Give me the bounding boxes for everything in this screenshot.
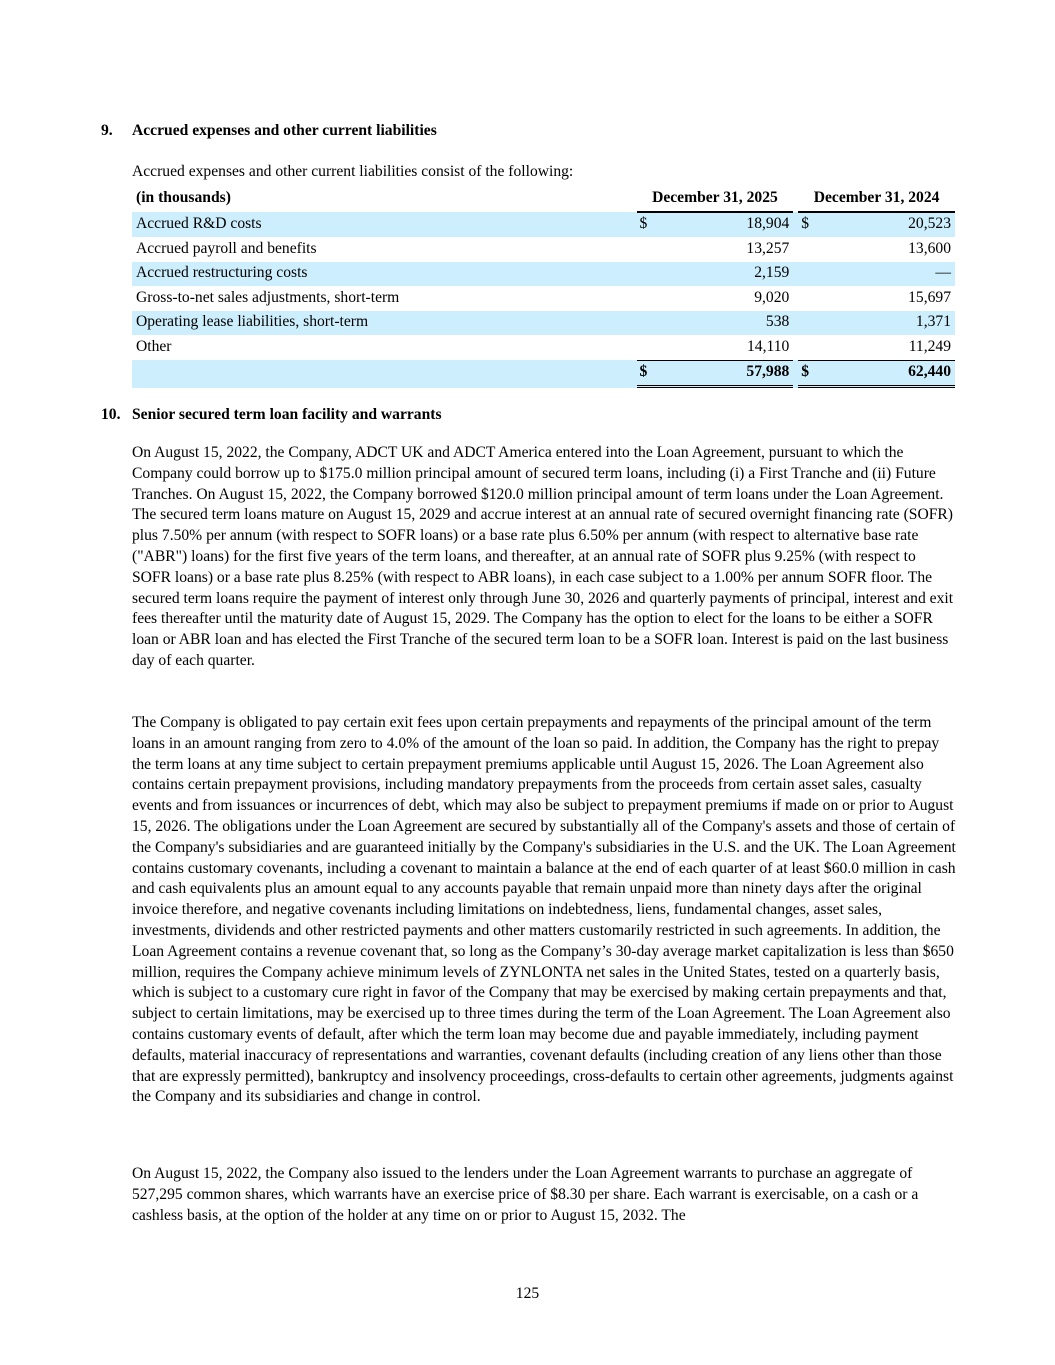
value-2024: 11,249: [908, 337, 951, 355]
row-label: Gross-to-net sales adjustments, short-term: [136, 288, 400, 306]
value-2024: 1,371: [817, 311, 955, 336]
page-number: 125: [515, 1285, 540, 1302]
value-2024: 13,600: [908, 239, 951, 257]
row-label: Operating lease liabilities, short-term: [132, 311, 632, 336]
section-title: Senior secured term loan facility and warrants: [132, 406, 442, 423]
table-row: [132, 286, 955, 311]
header-label: (in thousands): [136, 189, 231, 207]
currency-symbol: $: [798, 212, 817, 238]
currency-symbol: [798, 335, 817, 360]
table-row: [132, 262, 955, 287]
currency-symbol: $: [798, 360, 817, 389]
paragraph-exit-fees-covenants: The Company is obligated to pay certain exit fees upon certain prepayments and repayments of the principal amount of the term loans in an amount ranging from zero to 4.0% of the amount of the loan so paid. In addition, the Company has the right to prepay the term loans at any time subject to certain prepayment premiums applicable until August 15, 2026. The Loan Agreement also contains certain prepayment provisions, including mandatory prepayments from the proceeds from certain asset sales, casualty events and from issuances or incurrences of debt, which may also be subject to prepayment premiums if made on or prior to August 15, 2026. The obligations under the Loan Agreement are secured by substantially all of the Company's assets and those of certain of the Company's subsidiaries and are guaranteed initially by the Company's subsidiaries in the U.S. and the UK. The Loan Agreement contains customary covenants, including a covenant to maintain a balance at the end of each quarter of at least $60.0 million in cash and cash equivalents plus an amount equal to any accounts payable that remain unpaid more than ninety days after the original invoice therefore, and negative covenants including limitations on indebtedness, liens, fundamental changes, asset sales, investments, dividends and other restricted payments and other matters customarily restricted in such agreements. In addition, the Loan Agreement contains a revenue covenant that, so long as the Company’s 30-day average market capitalization is less than $650 million, requires the Company achieve minimum levels of ZYNLONTA net sales in the United States, tested on a quarterly basis, which is subject to a customary cure right in favor of the Company that may be exercised by making certain prepayments and that, subject to certain limitations, may be exercised up to three times during the term of the Loan Agreement. The Loan Agreement also contains customary events of default, after which the term loan may become due and payable immediately, including payment defaults, material inaccuracy of representations and warranties, covenant defaults (including creation of any liens other than those that are expressly permitted), bankruptcy and insolvency proceedings, cross-defaults to certain other agreements, judgments against the Company and its subsidiaries and change in control.: [132, 714, 956, 1106]
currency-symbol: [637, 262, 656, 287]
total-2025: 57,988: [655, 360, 793, 389]
section-9-heading: [101, 121, 437, 142]
row-label: Other: [136, 337, 172, 355]
section-10-heading: [101, 405, 442, 426]
row-label: Accrued restructuring costs: [132, 262, 632, 287]
value-2024: 20,523: [817, 212, 955, 238]
header-col-2024: December 31, 2024: [798, 186, 955, 212]
currency-symbol: [637, 311, 656, 336]
value-2025: 2,159: [655, 262, 793, 287]
header-col-2025: December 31, 2025: [637, 186, 794, 212]
value-2024: —: [817, 262, 955, 287]
table-row: [132, 311, 955, 336]
value-2025: 14,110: [747, 337, 790, 355]
currency-symbol: [798, 286, 817, 311]
row-label: Accrued R&D costs: [132, 212, 632, 238]
table-row: [132, 335, 955, 360]
table-header-row: [132, 186, 955, 212]
total-row: [132, 360, 955, 389]
section-title: Accrued expenses and other current liabilities: [132, 122, 437, 139]
total-2024: 62,440: [817, 360, 955, 389]
currency-symbol: [637, 286, 656, 311]
accrued-expenses-table: [132, 186, 955, 388]
value-2025: 18,904: [655, 212, 793, 238]
currency-symbol: $: [637, 212, 656, 238]
section-number: 9.: [101, 122, 113, 139]
value-2025: 538: [655, 311, 793, 336]
table-row: [132, 212, 955, 238]
currency-symbol: $: [637, 360, 656, 389]
value-2025: 9,020: [754, 288, 790, 306]
table-row: [132, 237, 955, 262]
currency-symbol: [798, 311, 817, 336]
row-label: Accrued payroll and benefits: [136, 239, 317, 257]
total-label: [132, 360, 632, 389]
value-2024: 15,697: [908, 288, 951, 306]
currency-symbol: [798, 237, 817, 262]
section-number: 10.: [101, 406, 121, 423]
paragraph-warrants: On August 15, 2022, the Company also issued to the lenders under the Loan Agreement warrants to purchase an aggregate of 527,295 common shares, which warrants have an exercise price of $8.30 per share. Each warrant is exercisable, on a cash or a cashless basis, at the option of the holder at any time on or prior to August 15, 2032. The: [132, 1165, 919, 1224]
value-2025: 13,257: [746, 239, 790, 257]
currency-symbol: [798, 262, 817, 287]
table-intro: Accrued expenses and other current liabilities consist of the following:: [132, 163, 574, 180]
paragraph-loan-agreement: On August 15, 2022, the Company, ADCT UK and ADCT America entered into the Loan Agreement, pursuant to which the Company could borrow up to $175.0 million principal amount of secured term loans, including (i) a First Tranche and (ii) Future Tranches. On August 15, 2022, the Company borrowed $120.0 million principal amount of term loans under the Loan Agreement. The secured term loans mature on August 15, 2029 and accrue interest at an annual rate of secured overnight financing rate (SOFR) plus 7.50% per annum (with respect to SOFR loans) or a base rate plus 6.50% per annum (with respect to alternative base rate ("ABR") loans) for the first five years of the term loans, and thereafter, at an annual rate of SOFR plus 9.25% (with respect to SOFR loans) or a base rate plus 8.25% (with respect to ABR loans), in each case subject to a 1.00% per annum SOFR floor. The secured term loans require the payment of interest only through June 30, 2026 and quarterly payments of principal, interest and exit fees thereafter until the maturity date of August 15, 2029. The Company has the option to elect for the loans to be either a SOFR loan or ABR loan and has elected the First Tranche of the secured term loan to be a SOFR loan. Interest is paid on the last business day of each quarter.: [132, 444, 954, 669]
currency-symbol: [637, 335, 656, 360]
currency-symbol: [637, 237, 656, 262]
